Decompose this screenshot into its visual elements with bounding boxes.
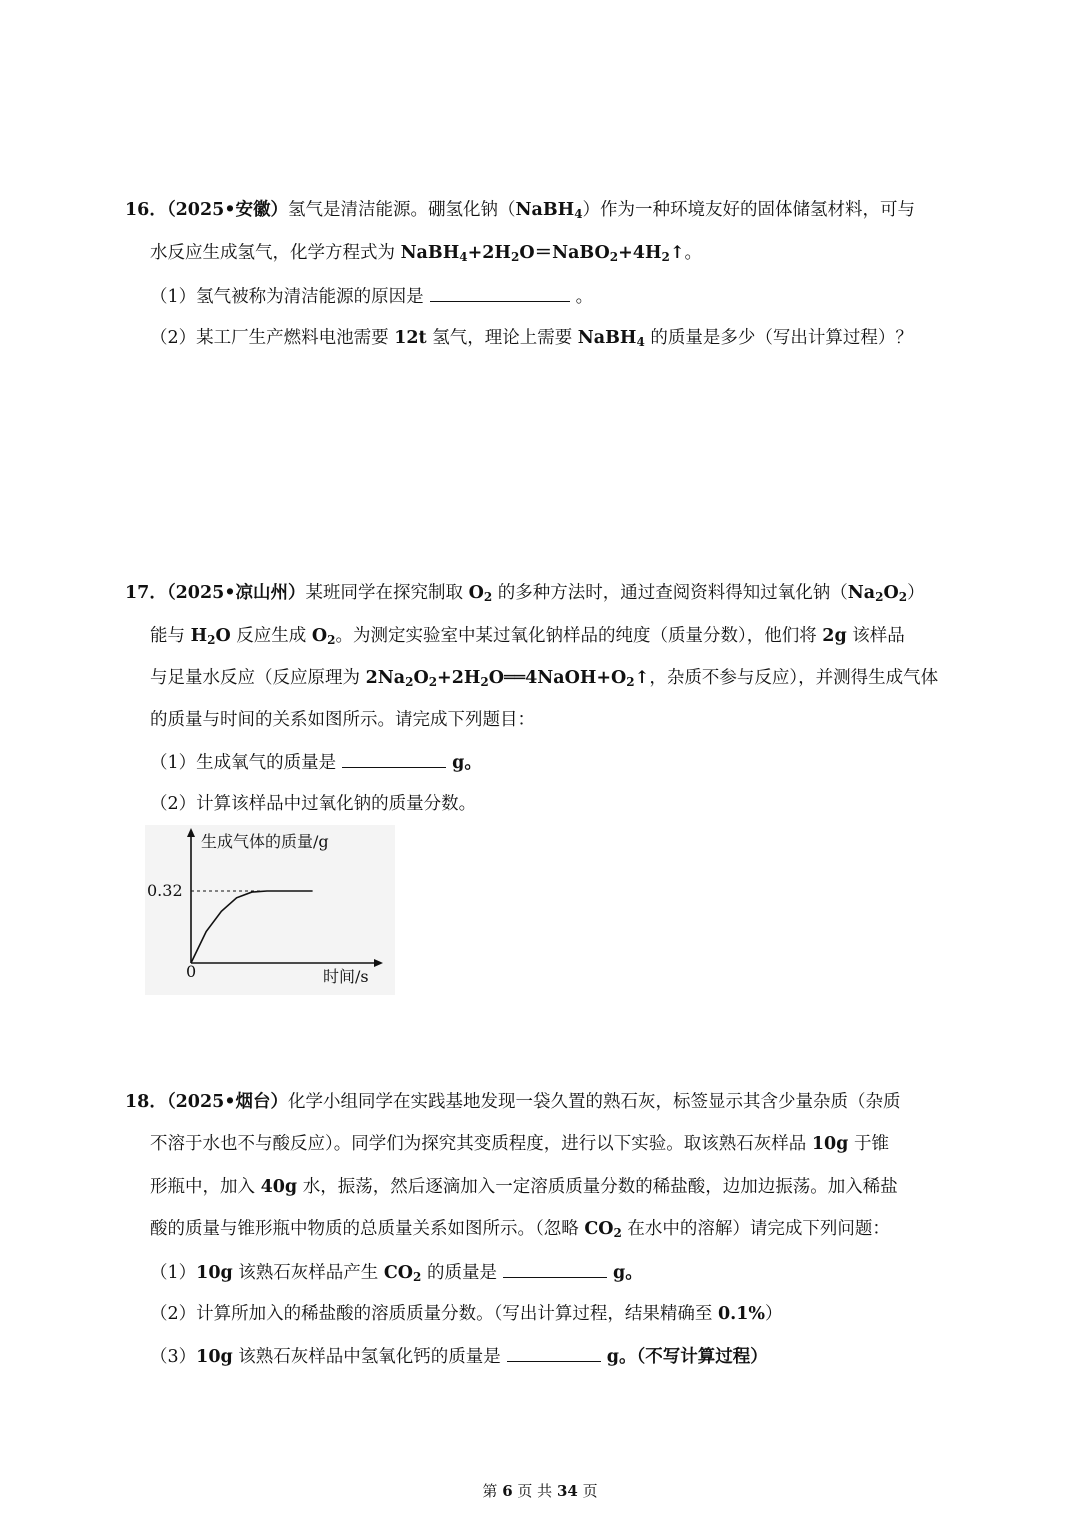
q16-answer-blank-1[interactable]	[430, 284, 570, 302]
q17-gas-mass-chart	[145, 825, 395, 995]
origin-label: 0	[186, 962, 197, 981]
q16-line-2: 水反应生成氢气，化学方程式为 $NaBH_4+2H_2O=NaBO_2+4H_2↑$。	[150, 243, 703, 264]
q16-equation: $NaBH_4+2H_2O=NaBO_2+4H_2↑$	[400, 243, 685, 264]
q16-source: （2025•安徽）	[166, 200, 289, 220]
q17-answer-blank-1[interactable]	[342, 750, 446, 768]
q18-line-4: 酸的质量与锥形瓶中物质的总质量关系如图所示。（忽略 $CO_2$ 在水中的溶解）请完成下列问题：	[150, 1219, 890, 1240]
q18-line-3: 形瓶中，加入 40g 水，振荡，然后逐滴加入一定溶质质量分数的稀盐酸，边加边振荡。加入稀盐	[150, 1177, 898, 1197]
q16-part-1: （1）氢气被称为清洁能源的原因是 。	[150, 284, 593, 309]
q18-line-2: 不溶于水也不与酸反应）。同学们为探究其变质程度，进行以下实验。取该熟石灰样品 10g 于锥	[150, 1134, 889, 1154]
q16-part-2: （2）某工厂生产燃料电池需要 12t 氢气，理论上需要 NaBH$_4$ 的质量是多少（写出计算过程）？	[150, 328, 913, 349]
q17-line-4: 的质量与时间的关系如图所示。请完成下列题目：	[150, 710, 535, 730]
q17-line-2: 能与 $H_2O$ 反应生成 $O_2$。为测定实验室中某过氧化钠样品的纯度（质量分数），他们将 2g 该样品	[150, 626, 905, 647]
q18-line-1: 18．（2025•烟台）化学小组同学在实践基地发现一袋久置的熟石灰，标签显示其含少量杂质（杂质	[125, 1092, 901, 1112]
q18-part-2: （2）计算所加入的稀盐酸的溶质质量分数。（写出计算过程，结果精确至 0.1%）	[150, 1304, 783, 1324]
x-axis-label: 时间/s	[323, 967, 369, 986]
q18-answer-blank-3[interactable]	[507, 1344, 601, 1362]
q18-part-1: （1）10g 该熟石灰样品产生 $CO_2$ 的质量是 g。	[150, 1260, 643, 1285]
q17-equation: $2Na_2O_2+2H_2O══4NaOH+O_2↑$	[365, 668, 650, 689]
q17-line-1: 17．（2025•凉山州）某班同学在探究制取 $O_2$ 的多种方法时，通过查阅资料得知过氧化钠$(Na_2O_2)$	[125, 583, 925, 604]
y-tick-label: 0.32	[147, 881, 183, 900]
q17-part-1: （1）生成氧气的质量是 g。	[150, 750, 482, 775]
q16-line-1: 16．（2025•安徽）氢气是清洁能源。硼氢化钠（NaBH$_4$）作为一种环境友好的固体储氢材料，可与	[125, 200, 916, 221]
y-axis-label: 生成气体的质量/g	[201, 832, 329, 851]
q18-part-3: （3）10g 该熟石灰样品中氢氧化钙的质量是 g。（不写计算过程）	[150, 1344, 768, 1369]
q18-number: 18．	[125, 1092, 167, 1112]
q18-source: （2025•烟台）	[166, 1092, 289, 1112]
current-page: 6	[502, 1482, 513, 1500]
page-footer: 第 6 页 共 34 页	[482, 1482, 598, 1500]
q17-source: （2025•凉山州）	[166, 583, 306, 603]
q17-line-3: 与足量水反应（反应原理为 $2Na_2O_2+2H_2O══4NaOH+O_2↑$，杂质不参与反应），并测得生成气体	[150, 668, 939, 689]
q16-number: 16．	[125, 200, 167, 220]
q17-part-2: （2）计算该样品中过氧化钠的质量分数。	[150, 794, 477, 814]
q18-answer-blank-1[interactable]	[503, 1260, 607, 1278]
total-pages: 34	[556, 1482, 578, 1500]
q17-number: 17．	[125, 583, 167, 603]
